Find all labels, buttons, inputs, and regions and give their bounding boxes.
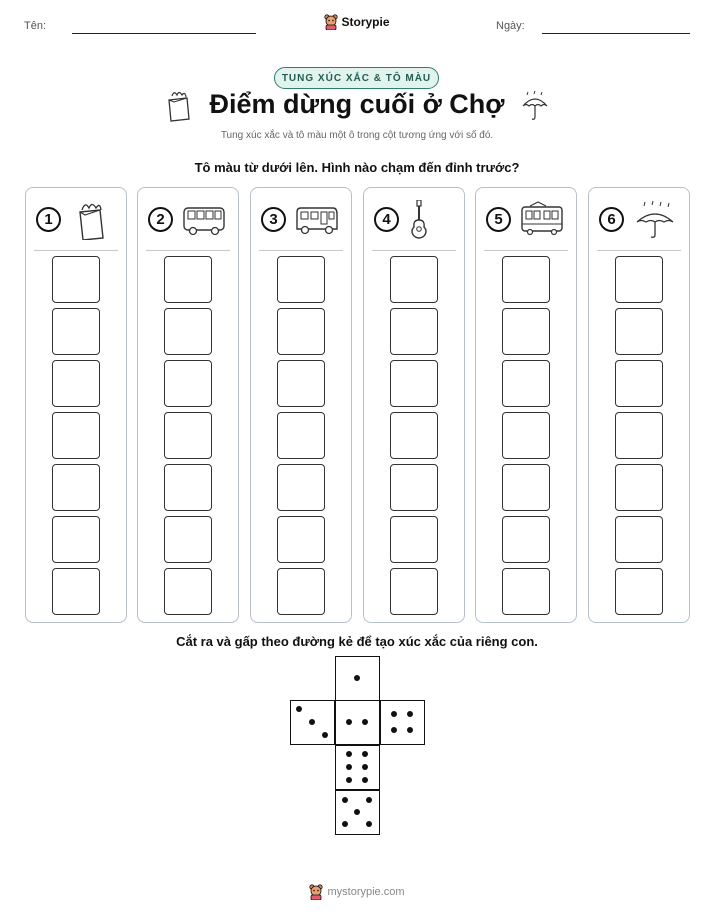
- column-header: [251, 200, 351, 240]
- die-pip: [407, 727, 413, 733]
- tram-icon: [518, 200, 566, 240]
- die-pip: [342, 797, 348, 803]
- color-cell[interactable]: [615, 256, 663, 303]
- column-number: 4: [374, 207, 399, 232]
- column-header: [26, 200, 126, 240]
- color-cell[interactable]: [615, 412, 663, 459]
- footer-url: mystorypie.com: [327, 886, 405, 898]
- column-divider: [259, 250, 343, 251]
- color-cell[interactable]: [277, 256, 325, 303]
- grocery-bag-icon: [68, 200, 116, 240]
- column-3: [250, 187, 352, 623]
- bus-icon: [180, 200, 228, 240]
- color-cell[interactable]: [164, 412, 212, 459]
- color-cell[interactable]: [164, 360, 212, 407]
- color-cell[interactable]: [502, 360, 550, 407]
- die-pip: [342, 821, 348, 827]
- color-cell[interactable]: [164, 464, 212, 511]
- die-pip: [362, 719, 368, 725]
- die-face-3: [290, 700, 335, 745]
- die-pip: [346, 719, 352, 725]
- color-cell[interactable]: [502, 308, 550, 355]
- column-header: [364, 200, 464, 240]
- color-cell[interactable]: [390, 516, 438, 563]
- die-pip: [366, 797, 372, 803]
- die-pip: [346, 764, 352, 770]
- column-1: [25, 187, 127, 623]
- die-pip: [296, 706, 302, 712]
- color-cell[interactable]: [52, 464, 100, 511]
- color-cell[interactable]: [277, 516, 325, 563]
- die-pip: [309, 719, 315, 725]
- page-title: Điểm dừng cuối ở Chợ: [209, 89, 505, 119]
- coloring-instruction: Tô màu từ dưới lên. Hình nào chạm đến đỉnh trước?: [194, 160, 520, 175]
- color-cell[interactable]: [502, 464, 550, 511]
- color-cell[interactable]: [390, 412, 438, 459]
- color-cell[interactable]: [277, 360, 325, 407]
- color-cell[interactable]: [615, 464, 663, 511]
- color-cell[interactable]: [502, 256, 550, 303]
- color-cell[interactable]: [390, 256, 438, 303]
- date-label: Ngày:: [496, 20, 525, 32]
- color-cell[interactable]: [277, 568, 325, 615]
- subtitle: Tung xúc xắc và tô màu một ô trong cột tương ứng với số đó.: [220, 130, 494, 141]
- die-pip: [407, 711, 413, 717]
- guitar-icon: [406, 200, 454, 240]
- column-number: 3: [261, 207, 286, 232]
- color-cell[interactable]: [164, 256, 212, 303]
- color-cell[interactable]: [52, 360, 100, 407]
- column-divider: [597, 250, 681, 251]
- column-header: [476, 200, 576, 240]
- column-number: 2: [148, 207, 173, 232]
- bear-mascot-icon: [324, 14, 338, 30]
- color-cell[interactable]: [52, 568, 100, 615]
- dice-instruction: Cắt ra và gấp theo đường kẻ để tạo xúc xắc của riêng con.: [176, 634, 538, 649]
- color-cell[interactable]: [502, 568, 550, 615]
- column-number: 5: [486, 207, 511, 232]
- die-pip: [354, 809, 360, 815]
- column-divider: [484, 250, 568, 251]
- footer: [0, 884, 714, 905]
- column-number: 6: [599, 207, 624, 232]
- color-cell[interactable]: [390, 464, 438, 511]
- die-pip: [322, 732, 328, 738]
- color-cell[interactable]: [502, 516, 550, 563]
- umbrella-icon: [520, 90, 550, 122]
- color-cell[interactable]: [390, 568, 438, 615]
- column-2: [137, 187, 239, 623]
- color-cell[interactable]: [52, 412, 100, 459]
- color-cell[interactable]: [390, 308, 438, 355]
- van-icon: [293, 200, 341, 240]
- die-pip: [391, 727, 397, 733]
- bear-mascot-icon: [309, 884, 323, 900]
- umbrella-icon: [631, 200, 679, 240]
- color-cell[interactable]: [52, 516, 100, 563]
- column-number: 1: [36, 207, 61, 232]
- die-face-1: [335, 656, 380, 701]
- die-pip: [346, 751, 352, 757]
- die-face-2: [335, 700, 380, 745]
- die-pip: [362, 764, 368, 770]
- die-pip: [354, 675, 360, 681]
- column-header: [589, 200, 689, 240]
- die-face-4: [380, 700, 425, 745]
- column-divider: [372, 250, 456, 251]
- color-cell[interactable]: [502, 412, 550, 459]
- column-6: [588, 187, 690, 623]
- brand-name: Storypie: [341, 15, 390, 29]
- die-face-5: [335, 790, 380, 835]
- color-cell[interactable]: [277, 412, 325, 459]
- column-divider: [34, 250, 118, 251]
- die-pip: [362, 777, 368, 783]
- color-cell[interactable]: [615, 516, 663, 563]
- column-4: [363, 187, 465, 623]
- date-line: [542, 33, 690, 34]
- die-pip: [362, 751, 368, 757]
- activity-badge: TUNG XÚC XẮC & TÔ MÀU: [274, 67, 439, 89]
- die-pip: [346, 777, 352, 783]
- name-label: Tên:: [24, 20, 47, 32]
- die-pip: [391, 711, 397, 717]
- column-5: [475, 187, 577, 623]
- column-divider: [146, 250, 230, 251]
- color-cell[interactable]: [277, 308, 325, 355]
- die-face-6: [335, 745, 380, 790]
- color-cell[interactable]: [164, 516, 212, 563]
- color-cell[interactable]: [615, 568, 663, 615]
- brand-logo: [0, 14, 714, 35]
- color-cell[interactable]: [277, 464, 325, 511]
- die-pip: [366, 821, 372, 827]
- color-cell[interactable]: [390, 360, 438, 407]
- color-cell[interactable]: [615, 360, 663, 407]
- color-cell[interactable]: [615, 308, 663, 355]
- column-header: [138, 200, 238, 240]
- color-cell[interactable]: [164, 568, 212, 615]
- color-cell[interactable]: [52, 256, 100, 303]
- color-cell[interactable]: [52, 308, 100, 355]
- color-cell[interactable]: [164, 308, 212, 355]
